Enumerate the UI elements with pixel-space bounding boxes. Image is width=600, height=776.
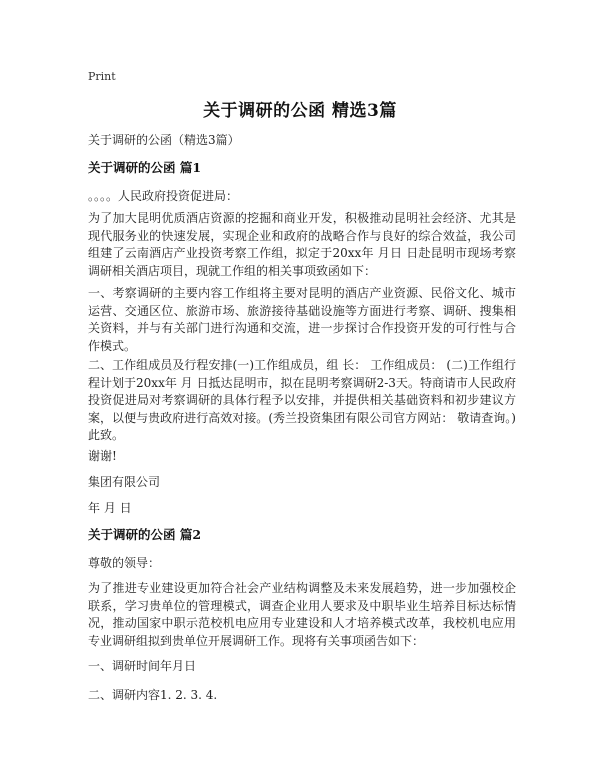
section-2-paragraph-1: 为了推进专业建设更加符合社会产业结构调整及未来发展趋势，进一步加强校企联系，学习贵单位的管理模式，调查企业用人要求及中职毕业生培养目标达标情况，推动国家中职示范校机电应用专业建设和人才培养模式改革，我校机电应用专业调研组拟到贵单位开展调研工作。现将有关事项函告如下： xyxy=(88,581,516,648)
section-1-date: 年 月 日 xyxy=(88,501,132,515)
section-1-heading: 关于调研的公函 篇1 xyxy=(88,160,202,175)
section-2-item-2: 二、调研内容1. 2. 3. 4. xyxy=(88,688,218,702)
page-title: 关于调研的公函 精选3篇 xyxy=(203,101,397,121)
section-1-company: 集团有限公司 xyxy=(88,475,161,489)
section-2-heading: 关于调研的公函 篇2 xyxy=(88,527,202,542)
section-1-paragraph-3: 二、工作组成员及行程安排(一)工作组成员，组 长： 工作组成员： (二)工作组行程计划于20xx年 月 日抵达昆明市，拟在昆明考察调研2-3天。特商请市人民政府投资促进局对考察调研的具体行程予以安排，并提供相关基础资料和初步建议方案，以便与贵政府进行高效对接。(秀兰投资集团有限公司官方网站： 敬请查询。)此致。 xyxy=(88,358,516,442)
section-2-salutation: 尊敬的领导： xyxy=(88,556,161,570)
document-subtitle: 关于调研的公函（精选3篇） xyxy=(88,133,240,147)
print-label: Print xyxy=(88,70,116,83)
section-2-item-1: 一、调研时间年月日 xyxy=(88,659,197,673)
section-1-paragraph-2: 一、考察调研的主要内容工作组将主要对昆明的酒店产业资源、民俗文化、城市运营、交通区位、旅游市场、旅游接待基础设施等方面进行考察、调研、搜集相关资料，并与有关部门进行沟通和交流，进一步探讨合作投资开发的可行性与合作模式。 xyxy=(88,286,516,353)
section-1-paragraph-1: 为了加大昆明优质酒店资源的挖掘和商业开发，积极推动昆明社会经济、尤其是现代服务业的快速发展，实现企业和政府的战略合作与良好的综合效益，我公司组建了云南酒店产业投资考察工作组，拟定于20xx年 月日 日赴昆明市现场考察调研相关酒店项目，现就工作组的相关事项致函如下： xyxy=(88,211,516,278)
section-1-salutation: 。。。。人民政府投资促进局： xyxy=(88,189,239,203)
section-1-thanks: 谢谢! xyxy=(88,449,117,463)
